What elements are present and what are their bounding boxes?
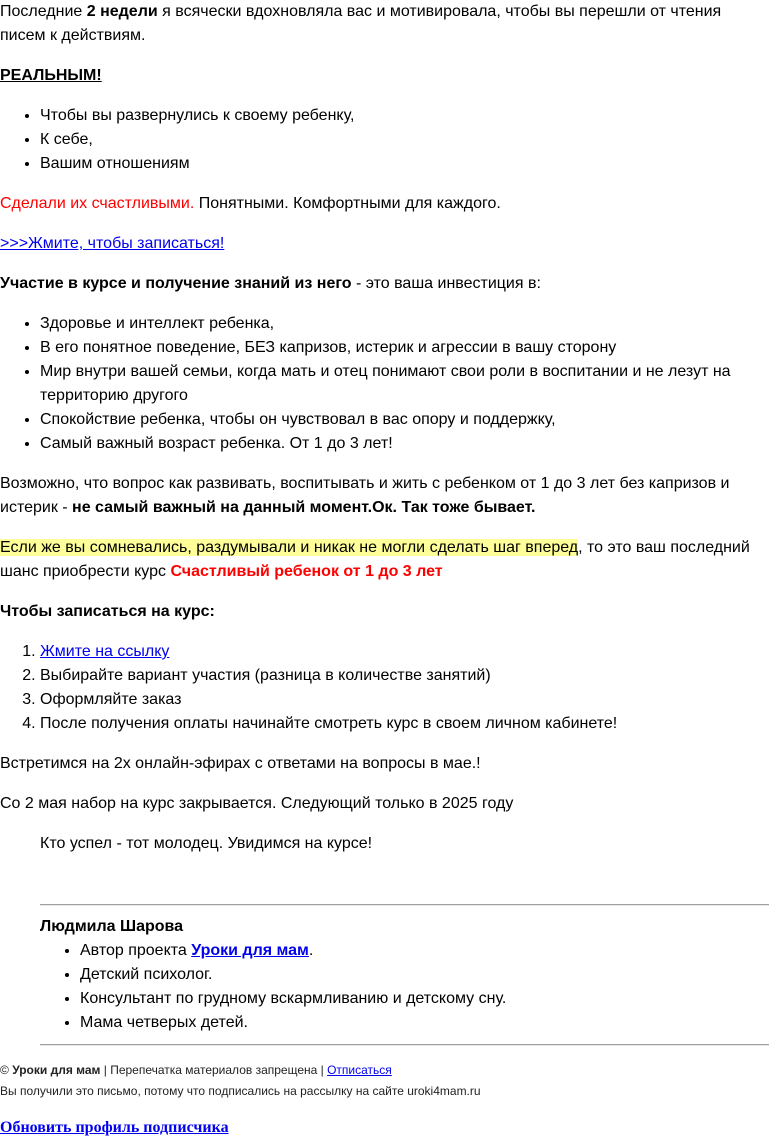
signup-paragraph — [0, 232, 769, 256]
list-item: • Мир внутри вашей семьи, когда мать и отец понимают свои роли в воспитании и не лезут на территорию другого — [40, 360, 769, 408]
investment-rest: - это ваша инвестиция в: — [351, 275, 541, 292]
intro-paragraph — [0, 0, 769, 48]
step-link[interactable]: Жмите на ссылку — [40, 643, 170, 660]
list-item: • В его понятное поведение, БЕЗ капризов, истерик и агрессии в вашу сторону — [40, 336, 769, 360]
unsubscribe-link[interactable]: Отписаться — [327, 1063, 392, 1077]
list-item: • Вашим отношениям — [40, 152, 769, 176]
list-item: • К себе, — [40, 128, 769, 152]
list-item: • Чтобы вы развернулись к своему ребенку, — [40, 104, 769, 128]
list-item: • Детский психолог. — [80, 963, 769, 987]
maybe-paragraph — [0, 472, 769, 520]
list-item: • Мама четверых детей. — [80, 1011, 769, 1035]
list-item: 4. После получения оплаты начинайте смотреть курс в своем личном кабинете! — [40, 712, 769, 736]
update-profile-paragraph — [0, 1118, 769, 1138]
enroll-heading: Чтобы записаться на курс: — [0, 603, 215, 620]
investment-bold: Участие в курсе и получение знаний из него — [0, 275, 352, 292]
copyright-symbol: © — [0, 1063, 13, 1077]
author-list — [40, 939, 769, 1035]
realnym-heading: РЕАЛЬНЫМ! — [0, 67, 102, 84]
enroll-steps — [0, 640, 769, 736]
list-item: • Консультант по грудному вскармливанию и детскому сну. — [80, 987, 769, 1011]
list-item: • Самый важный возраст ребенка. От 1 до 3 лет! — [40, 432, 769, 456]
investment-list — [0, 312, 769, 456]
signup-link[interactable]: >>>Жмите, чтобы записаться! — [0, 235, 225, 252]
maybe-bold: не самый важный на данный момент.Ок. Так тоже бывает. — [72, 499, 536, 516]
footer-line — [0, 1063, 769, 1077]
molodec-paragraph: Кто успел - тот молодец. Увидимся на курсе! — [40, 835, 373, 852]
divider — [40, 904, 769, 906]
intro-text-1: Последние — [0, 3, 87, 20]
update-profile-link[interactable]: Обновить профиль подписчика — [0, 1119, 229, 1136]
author-name: Людмила Шарова — [40, 918, 184, 935]
meet-paragraph: Встретимся на 2х онлайн-эфирах с ответами на вопросы в мае.! — [0, 755, 481, 772]
project-link[interactable]: Уроки для мам — [191, 942, 309, 959]
closing-paragraph: Со 2 мая набор на курс закрывается. Следующий только в 2025 году — [0, 795, 514, 812]
intro-text-2: я всячески вдохновляла вас и мотивировала, чтобы вы перешли от чтения писем к действиям. — [0, 3, 722, 44]
happy-red-text: Сделали их счастливыми. — [0, 195, 195, 212]
goals-list — [0, 104, 769, 176]
doubt-paragraph — [0, 536, 769, 584]
list-item — [80, 939, 769, 963]
doubt-highlight: Если же вы сомневались, раздумывали и никак не могли сделать шаг вперед — [0, 539, 579, 556]
happy-rest-text: Понятными. Комфортными для каждого. — [194, 195, 501, 212]
happy-paragraph — [0, 192, 769, 216]
list-item: • Здоровье и интеллект ребенка, — [40, 312, 769, 336]
footer-middle: | Перепечатка материалов запрещена | — [100, 1063, 328, 1077]
course-name: Счастливый ребенок от 1 до 3 лет — [170, 563, 443, 580]
list-item: • Спокойствие ребенка, чтобы он чувствовал в вас опору и поддержку, — [40, 408, 769, 432]
footer-brand: Уроки для мам — [12, 1063, 101, 1077]
list-item: 2. Выбирайте вариант участия (разница в количестве занятий) — [40, 664, 769, 688]
doubt-text: , то это ваш последний шанс приобрести курс — [0, 539, 750, 580]
signature-block — [40, 904, 769, 1046]
author-role-prefix: Автор проекта — [80, 942, 192, 959]
footer-note: Вы получили это письмо, потому что подписались на рассылку на сайте uroki4mam.ru — [0, 1084, 481, 1098]
investment-paragraph — [0, 272, 769, 296]
maybe-text: Возможно, что вопрос как развивать, воспитывать и жить с ребенком от 1 до 3 лет без капризов и истерик - — [0, 475, 730, 516]
list-item: 3. Оформляйте заказ — [40, 688, 769, 712]
intro-text-bold: 2 недели — [86, 3, 158, 20]
list-item — [40, 640, 769, 664]
divider — [40, 1044, 769, 1046]
author-role-suffix: . — [308, 942, 314, 959]
